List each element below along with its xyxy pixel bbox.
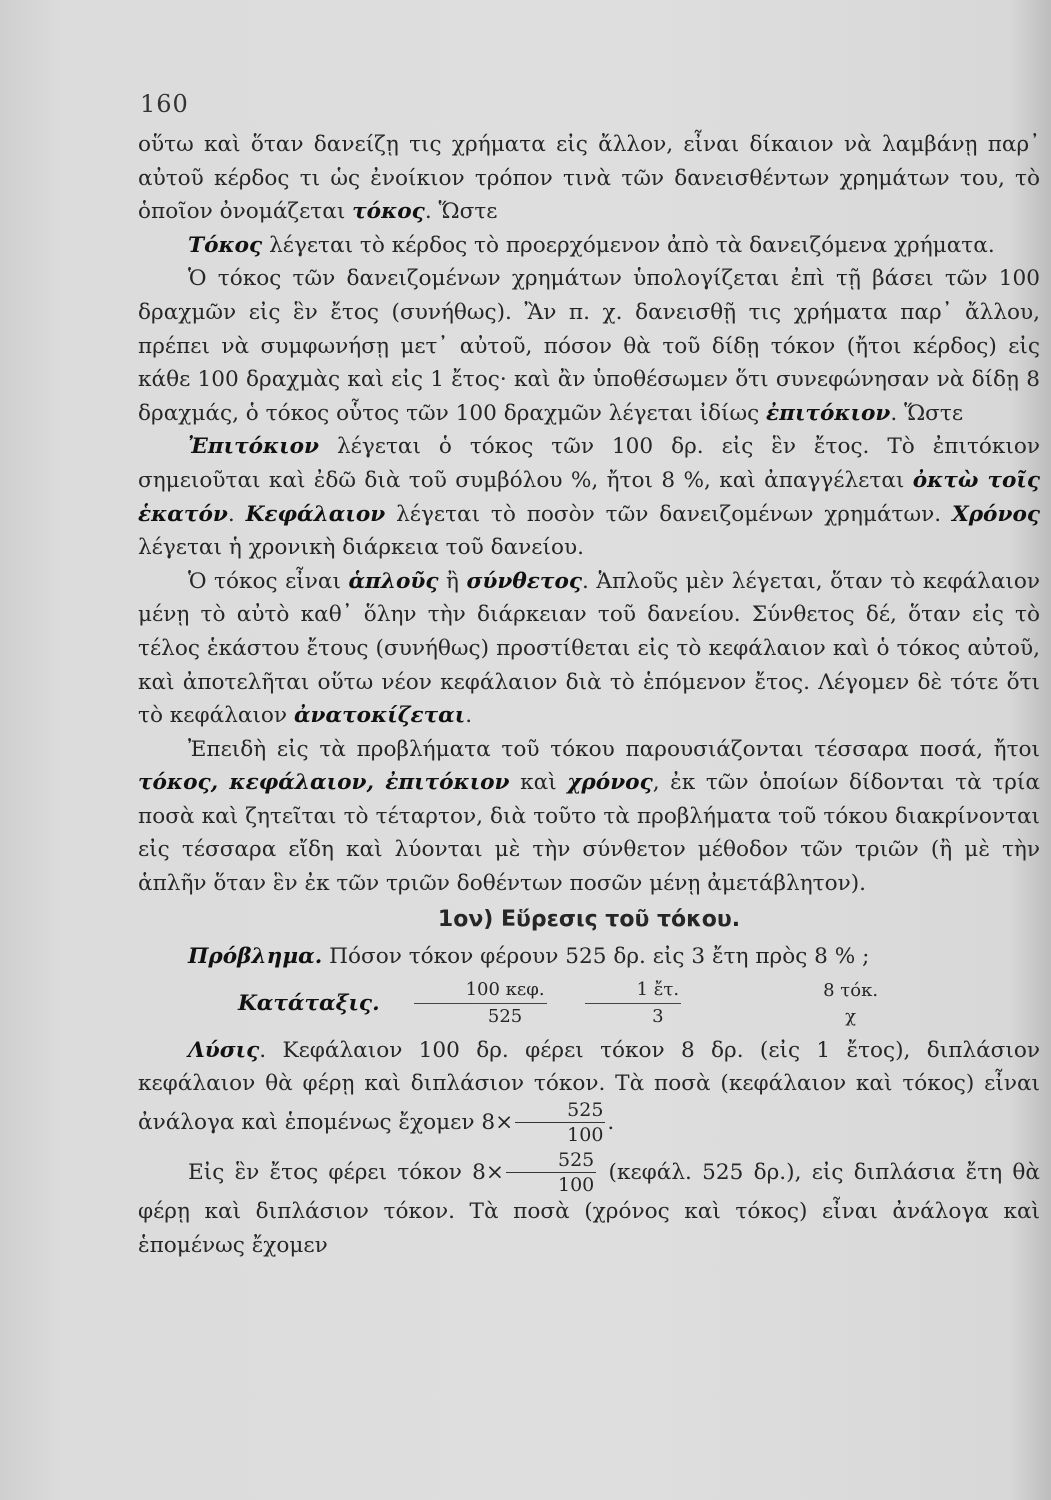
closing-paragraph: Εἰς ἓν ἔτος φέρει τόκον 8× $\frac{525}{100}$ (κεφάλ. 525 δρ.), εἰς διπλάσια ἔτη θὰ φέρῃ καὶ διπλάσιον τόκον. Τὰ ποσὰ (χρόνος καὶ τόκος) εἶναι ἀνάλογα καὶ ἑπομένως ἔχομεν [138,1149,1040,1258]
fraction-525-100: $\frac{525}{100}$ [515,1101,605,1145]
paragraph-simple-compound: Ὁ τόκος εἶναι ἁπλοῦς ἢ σύνθετος. Ἁπλοῦς μὲν λέγεται, ὅταν τὸ κεφάλαιον μένῃ τὸ αὐτὸ καθ᾽ ὅλην τὴν διάρκειαν τοῦ δανείου. Σύνθετος δέ, ὅταν εἰς τὸ τέλος ἑκάστου ἔτους (συνήθως) προστίθεται εἰς τὸ κεφάλαιον καὶ ὁ τόκος αὐτοῦ, καὶ ἀποτελῆται οὕτω νέον κεφάλαιον διὰ τὸ ἑπόμενον ἔτος. Λέγομεν δὲ τότε ὅτι τὸ κεφάλαιον ἀνατοκίζεται. [138,568,1040,729]
arrangement-label: Κατάταξις. [238,991,380,1017]
term-tokos-def: Τόκος [188,232,263,258]
solution-label: Λύσις [188,1037,260,1063]
term-kefalaion: Κεφάλαιον [245,501,386,527]
term-tokos: τόκος [352,199,425,225]
fraction-525-100: $\frac{525}{100}$ [506,1151,596,1195]
definition-epitokion: Ἐπιτόκιον λέγεται ὁ τόκος τῶν 100 δρ. εἰς ἓν ἔτος. Τὸ ἐπιτόκιον σημειοῦται καὶ ἐδῶ διὰ τοῦ συμβόλου %, ἤτοι 8 %, καὶ ἀπαγγέλεται ὀκτὼ τοῖς ἑκατόν. Κεφάλαιον λέγεται τὸ ποσὸν τῶν δανειζομένων χρημάτων. Χρόνος λέγεται ἡ χρονικὴ διάρκεια τοῦ δανείου. [138,434,1040,561]
term-chronos-2: χρόνος [567,770,653,796]
term-percent-reading: ὀκτὼ τοῖς ἑκατόν [138,467,1040,527]
section-heading: 1ον) Εὕρεσις τοῦ τόκου. [437,906,741,932]
paragraph-interest-intro: οὕτω καὶ ὅταν δανείζῃ τις χρήματα εἰς ἄλλον, εἶναι δίκαιον νὰ λαμβάνῃ παρ᾽ αὐτοῦ κέρδος τι ὡς ἐνοίκιον τρόπον τινὰ τῶν δανεισθέντων χρημάτων του, τὸ ὁποῖον ὀνομάζεται τόκος. Ὥστε [138,132,1040,225]
term-aplous: ἁπλοῦς [348,568,439,594]
page-body [138,128,1040,1262]
page-number: 160 [140,90,189,118]
problem-label: Πρόβλημα. [188,944,323,970]
paragraph-four-quantities: Ἐπειδὴ εἰς τὰ προβλήματα τοῦ τόκου παρουσιάζονται τέσσαρα ποσά, ἤτοι τόκος, κεφάλαιον, ἐπιτόκιον καὶ χρόνος, ἐκ τῶν ὁποίων δίδονται τὰ τρία ποσὰ καὶ ζητεῖται τὸ τέταρτον, διὰ τοῦτο τὰ προβλήματα τοῦ τόκου διακρίνονται εἰς τέσσαρα εἴδη καὶ λύονται μὲ τὴν σύνθετον μέθοδον τῶν τριῶν (ἢ μὲ τὴν ἁπλῆν ὅταν ἓν ἐκ τῶν τριῶν δοθέντων ποσῶν μένῃ ἀμετάβλητον). [138,736,1040,897]
arrangement-time-column: 1 ἔτ. 3 [585,977,682,1030]
definition-tokos: Τόκος λέγεται τὸ κέρδος τὸ προερχόμενον ἀπὸ τὰ δανειζόμενα χρήματα. [188,232,995,258]
problem-statement: Πρόβλημα. Πόσον τόκον φέρουν 525 δρ. εἰς 3 ἔτη πρὸς 8 % ; [188,944,870,970]
arrangement-block [138,974,1040,1034]
term-synthetos: σύνθετος [466,568,582,594]
paragraph-rate-explanation: Ὁ τόκος τῶν δανειζομένων χρημάτων ὑπολογίζεται ἐπὶ τῇ βάσει τῶν 100 δραχμῶν εἰς ἓν ἔτος (συνήθως). Ἂν π. χ. δανεισθῇ τις χρήματα παρ᾽ ἄλλου, πρέπει νὰ συμφωνήσῃ μετ᾽ αὐτοῦ, πόσον θὰ τοῦ δίδῃ τόκον (ἤτοι κέρδος) εἰς κάθε 100 δραχμὰς καὶ εἰς 1 ἔτος· καὶ ἂν ὑποθέσωμεν ὅτι συνεφώνησαν νὰ δίδῃ 8 δραχμάς, ὁ τόκος οὗτος τῶν 100 δραχμῶν λέγεται ἰδίως ἐπιτόκιον. Ὥστε [138,266,1040,426]
solution-paragraph: Λύσις. Κεφάλαιον 100 δρ. φέρει τόκον 8 δρ. (εἰς 1 ἔτος), διπλάσιον κεφάλαιον θὰ φέρῃ καὶ διπλάσιον τόκον. Τὰ ποσὰ (κεφάλαιον καὶ τόκος) εἶναι ἀνάλογα καὶ ἑπομένως ἔχομεν 8× $\frac{525}{100}$ . [138,1037,1040,1147]
times-symbol: × [495,1110,514,1136]
arrangement-interest-column: 8 τόκ. χ [823,979,879,1027]
arrangement-capital-column: 100 κεφ. 525 [414,977,547,1030]
term-anatokizetai: ἀνατοκίζεται [293,703,466,729]
term-epitokion-def: Ἐπιτόκιον [188,434,320,460]
term-four-quantities: τόκος, κεφάλαιον, ἐπιτόκιον [138,770,510,796]
term-epitokion: ἐπιτόκιον [766,400,891,426]
term-chronos: Χρόνος [951,501,1040,527]
times-symbol: × [485,1160,504,1186]
